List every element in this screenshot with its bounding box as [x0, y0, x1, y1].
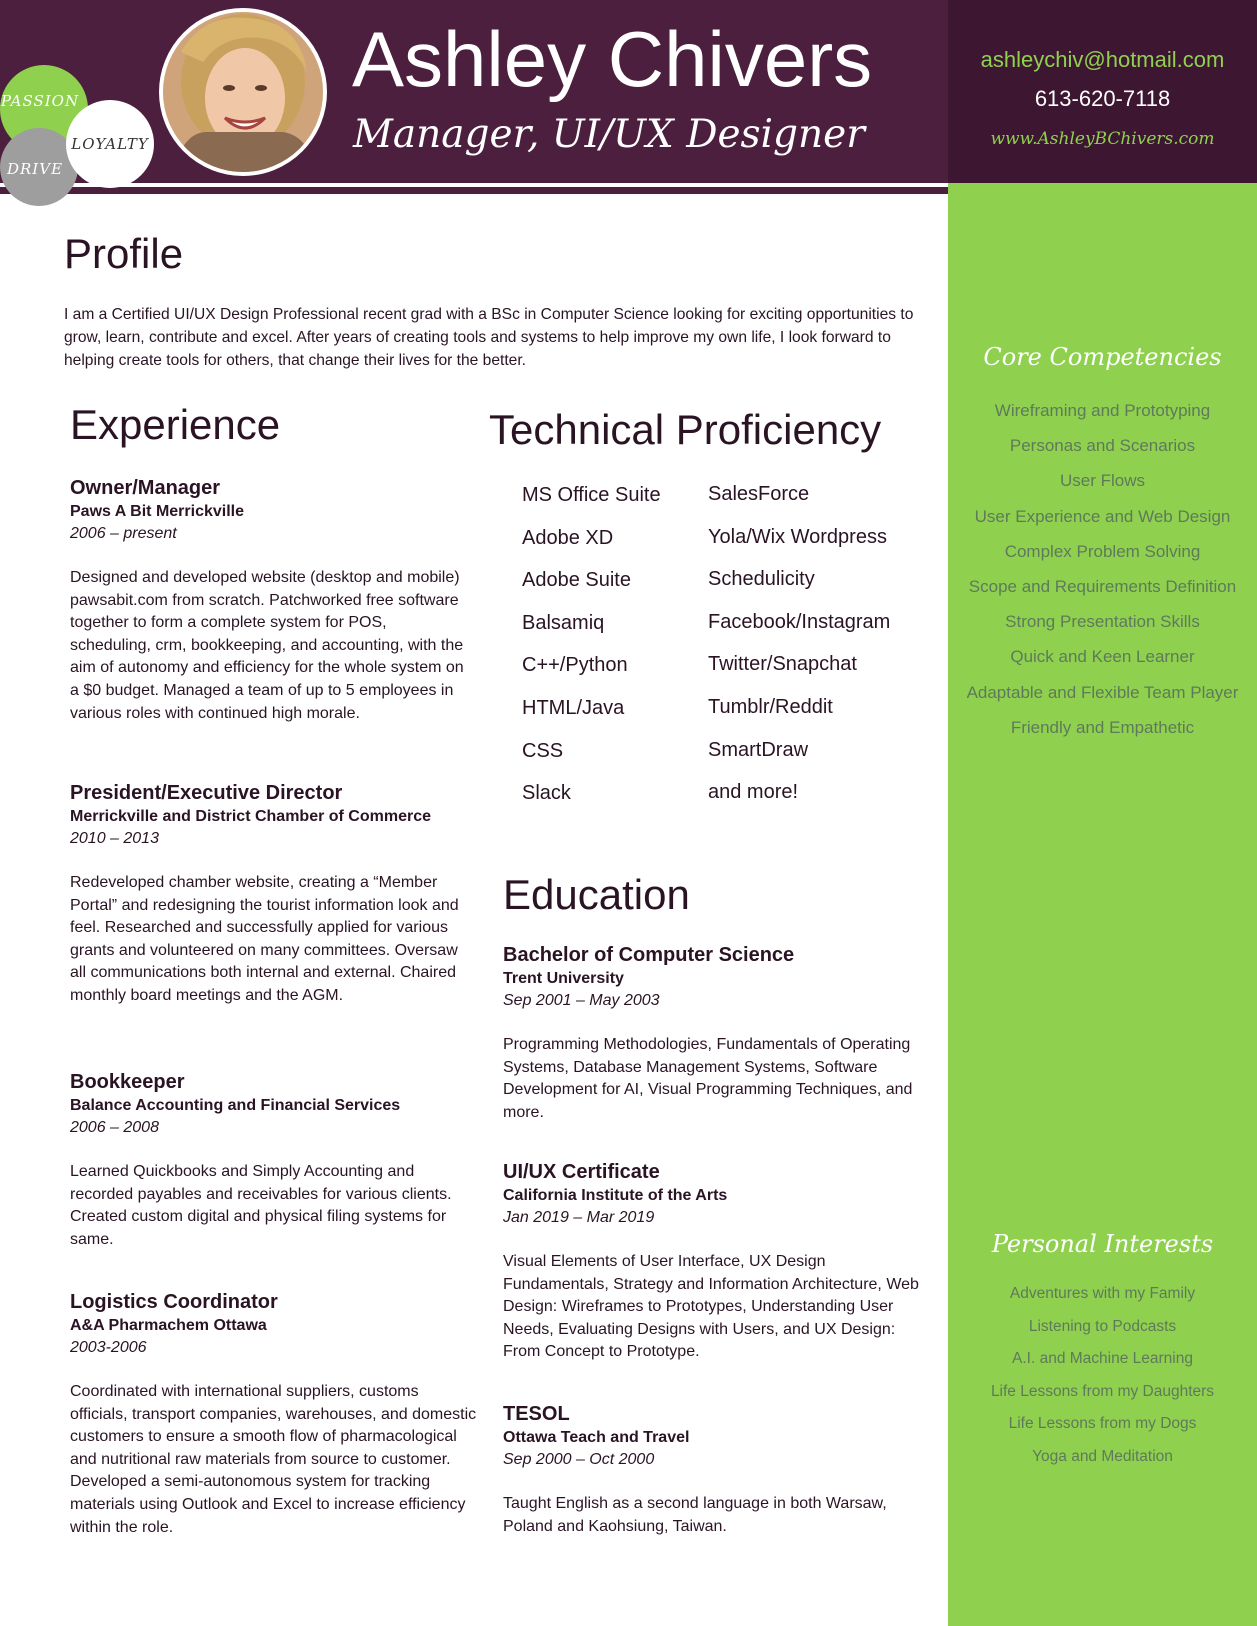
candidate-name: Ashley Chivers	[352, 15, 873, 103]
skills-column-left	[522, 484, 661, 825]
education-entry	[503, 1401, 928, 1538]
study-dates: Sep 2000 – Oct 2000	[503, 1451, 655, 1468]
interest-item: Yoga and Meditation	[1032, 1447, 1173, 1465]
skill-item: Schedulicity	[708, 568, 815, 591]
profile-summary: I am a Certified UI/UX Design Professional recent grad with a BSc in Computer Science looking for exciting opportunities to grow, learn, contribute and excel. After years of creating tools and systems to help improve my own life, I look forward to helping create tools for others, that change their lives for the better.	[64, 306, 914, 369]
job-dates: 2010 – 2013	[70, 830, 159, 847]
interest-item: Adventures with my Family	[1009, 1285, 1196, 1302]
employer: Balance Accounting and Financial Services	[70, 1097, 401, 1114]
header-divider	[0, 187, 948, 194]
skill-item: CSS	[522, 739, 564, 762]
job-title: Logistics Coordinator	[70, 1291, 278, 1313]
competencies-heading: Core Competencies	[983, 343, 1222, 371]
study-description: Programming Methodologies, Fundamentals of Operating Systems, Database Management Systems, Software Development for AI, Visual Programming Techniques, and more.	[503, 1036, 913, 1121]
interest-item: A.I. and Machine Learning	[1012, 1350, 1193, 1368]
website-link[interactable]: www.AshleyBChivers.com	[990, 129, 1215, 149]
institution: Trent University	[503, 970, 624, 987]
job-title: Bookkeeper	[70, 1071, 185, 1093]
value-circle-loyalty	[66, 100, 154, 188]
competency-item: Adaptable and Flexible Team Player	[966, 682, 1239, 702]
job-description: Coordinated with international suppliers, customs officials, transport companies, warehouses, and domestic customers to ensure a smooth flow of pharmacological and nutritional raw materials from source to customer. Developed a semi-autonomous system for tracking materials using Outlook and Excel to increase efficiency within the role.	[70, 1383, 477, 1536]
interests-list	[948, 1285, 1257, 1481]
study-dates: Sep 2001 – May 2003	[503, 992, 660, 1009]
employer: Merrickville and District Chamber of Commerce	[70, 808, 432, 825]
skill-item: and more!	[708, 781, 799, 804]
institution: Ottawa Teach and Travel	[503, 1429, 690, 1446]
portrait-image	[163, 12, 323, 172]
value-label: LOYALTY	[71, 135, 149, 153]
skill-item: Facebook/Instagram	[708, 610, 891, 633]
skill-item: Adobe Suite	[522, 569, 631, 592]
job-description: Learned Quickbooks and Simply Accounting and recorded payables and receivables for various clients. Created custom digital and physical filing systems for same.	[70, 1163, 452, 1248]
skills-column-right	[708, 483, 890, 824]
interest-item: Listening to Podcasts	[1028, 1317, 1177, 1335]
employer: Paws A Bit Merrickville	[70, 503, 244, 520]
skill-item: Yola/Wix Wordpress	[708, 525, 887, 548]
skill-item: MS Office Suite	[522, 484, 661, 506]
interest-item: Life Lessons from my Dogs	[1008, 1415, 1197, 1433]
experience-entry	[70, 1289, 480, 1539]
job-title: President/Executive Director	[70, 782, 343, 804]
experience-heading: Experience	[70, 401, 281, 448]
degree-title: UI/UX Certificate	[503, 1161, 660, 1183]
skill-item: Slack	[522, 782, 571, 805]
education-heading: Education	[503, 871, 690, 918]
experience-entry	[70, 475, 470, 725]
job-dates: 2006 – present	[70, 525, 177, 542]
skill-item: Twitter/Snapchat	[708, 653, 857, 676]
job-title: Owner/Manager	[70, 477, 221, 499]
competency-item: Complex Problem Solving	[1004, 541, 1201, 561]
job-dates: 2003-2006	[70, 1339, 147, 1356]
competency-item: Quick and Keen Learner	[1010, 647, 1195, 667]
experience-entry	[70, 1069, 470, 1251]
value-label: PASSION	[0, 92, 80, 110]
job-dates: 2006 – 2008	[70, 1119, 159, 1136]
skill-item: SalesForce	[708, 483, 810, 505]
study-dates: Jan 2019 – Mar 2019	[503, 1209, 655, 1226]
degree-title: TESOL	[503, 1403, 570, 1425]
education-entry	[503, 1159, 933, 1364]
study-description: Taught English as a second language in both Warsaw, Poland and Kaohsiung, Taiwan.	[503, 1495, 887, 1535]
skill-item: SmartDraw	[708, 738, 809, 761]
phone-number: 613-620-7118	[1034, 86, 1171, 111]
study-description: Visual Elements of User Interface, UX Design Fundamentals, Strategy and Information Architecture, Web Design: Wireframes to Prototypes, Understanding User Needs, Evaluating Designs with Users, and UX Design: From Concept to Prototype.	[503, 1253, 919, 1361]
skill-item: Adobe XD	[522, 526, 614, 549]
email-link[interactable]: ashleychiv@hotmail.com	[980, 47, 1225, 72]
institution: California Institute of the Arts	[503, 1187, 728, 1204]
technical-heading: Technical Proficiency	[489, 406, 882, 453]
employer: A&A Pharmachem Ottawa	[70, 1317, 267, 1334]
job-description: Redeveloped chamber website, creating a “Member Portal” and redesigning the tourist information look and feel. Researched and successfully applied for various grants and volunteered on many committees. Oversaw all communications both internal and external. Chaired monthly board meetings and the AGM.	[70, 874, 459, 1004]
competency-item: User Flows	[1059, 471, 1145, 491]
competency-item: Personas and Scenarios	[1009, 436, 1196, 456]
skill-item: HTML/Java	[522, 696, 625, 719]
value-label: DRIVE	[6, 160, 64, 178]
competency-item: Friendly and Empathetic	[1010, 717, 1195, 737]
competency-item: User Experience and Web Design	[974, 506, 1231, 526]
competency-item: Wireframing and Prototyping	[994, 401, 1211, 420]
interest-item: Life Lessons from my Daughters	[990, 1382, 1215, 1400]
competency-item: Strong Presentation Skills	[1005, 612, 1200, 632]
skill-item: Tumblr/Reddit	[708, 695, 833, 718]
skill-item: C++/Python	[522, 654, 628, 677]
skill-item: Balsamiq	[522, 611, 605, 634]
experience-entry	[70, 780, 470, 1008]
competency-item: Scope and Requirements Definition	[968, 576, 1237, 596]
candidate-title: Manager, UI/UX Designer	[353, 112, 865, 157]
job-description: Designed and developed website (desktop and mobile) pawsabit.com from scratch. Patchworked free software together to form a complete system for POS, scheduling, crm, bookkeeping, and accounting, with the aim of autonomy and efficiency for the whole system on a $0 budget. Managed a team of up to 5 employees in various roles with continued high morale.	[70, 569, 464, 722]
education-entry	[503, 942, 928, 1124]
competencies-list	[948, 401, 1257, 753]
interests-heading: Personal Interests	[991, 1230, 1214, 1258]
profile-photo	[159, 8, 327, 176]
degree-title: Bachelor of Computer Science	[503, 944, 795, 966]
profile-heading: Profile	[64, 230, 184, 277]
